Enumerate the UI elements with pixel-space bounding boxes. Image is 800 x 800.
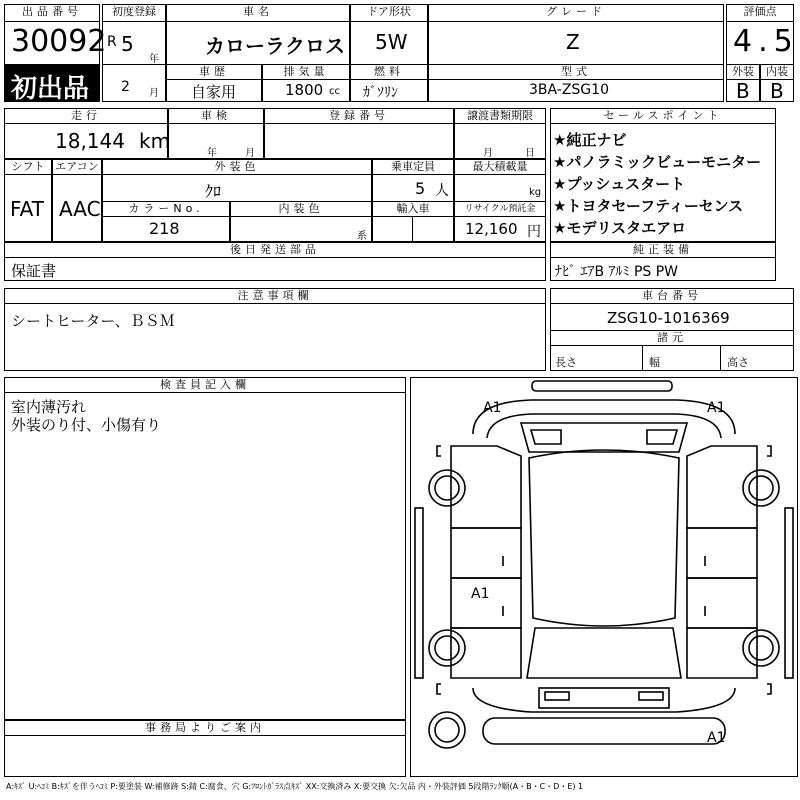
damage-mark: A1: [707, 400, 726, 416]
history-label: 車歴: [166, 64, 262, 80]
sales-point-item: ★モデリスタエアロ: [553, 219, 687, 237]
legend: A:ｷｽﾞ U:ﾍｺﾐ B:ｷｽﾞを伴うﾍｺﾐ P:要塗装 W:補修跡 S:錆 C:腐食、穴 G:ﾌﾛﾝﾄｶﾞﾗｽ点ｷｽﾞ XX:交換済み X:要交換 欠:欠品 内・外装評価 5段階ﾗﾝｸ順(A・B・C・D・E) 1: [6, 782, 584, 791]
transfer-box: [454, 123, 546, 159]
grade-label: グレード: [428, 4, 724, 22]
inspector-box: [4, 392, 406, 720]
first-listing: 初出品: [11, 74, 90, 104]
import-box: [372, 216, 454, 242]
dims-divider-1: [642, 345, 643, 371]
reg-no-box: [264, 123, 454, 159]
capacity-box: [372, 174, 454, 202]
office-box: [4, 735, 406, 777]
int-color-unit: 系: [357, 231, 367, 242]
ext-grade-label: 外装: [726, 64, 760, 80]
equipment: ﾅﾋﾞ ｴｱB ｱﾙﾐ PS PW: [555, 264, 679, 280]
ext-color-box: [102, 174, 372, 202]
score: 4.5: [733, 24, 799, 59]
int-color-label: 内装色: [230, 201, 372, 217]
recycle-unit: 円: [527, 224, 541, 240]
color-no: 218: [149, 219, 180, 238]
notes: シートヒーター、ＢＳＭ: [11, 312, 175, 330]
history-box: [166, 79, 262, 102]
recycle-box: [454, 216, 546, 242]
ext-grade: B: [736, 79, 750, 103]
model: 3BA-ZSG10: [529, 82, 609, 98]
capacity-unit: 人: [435, 183, 449, 199]
inspector-line: 外装のり付、小傷有り: [11, 416, 162, 434]
car-name-label: 車名: [166, 4, 350, 22]
color-no-box: [102, 216, 230, 242]
damage-mark: A1: [707, 730, 726, 746]
displacement: 1800: [285, 81, 324, 99]
load-unit: kg: [529, 187, 542, 198]
equipment-box: [550, 257, 776, 281]
ext-color: ｸﾛ: [205, 182, 222, 201]
ext-color-label: 外装色: [102, 159, 372, 175]
month-unit: 月: [149, 88, 159, 99]
chassis-no: ZSG10-1016369: [607, 309, 730, 327]
door-label: ドア形状: [350, 4, 428, 22]
int-grade: B: [770, 79, 784, 103]
dims-label: 諸元: [550, 330, 794, 346]
inspection-month-unit: 月: [245, 148, 255, 159]
inspector-label: 検査員記入欄: [4, 377, 406, 393]
chassis-label: 車台番号: [550, 288, 794, 304]
sales-points-label: セールスポイント: [550, 108, 776, 124]
year-unit: 年: [149, 54, 159, 65]
car-name-box: [166, 21, 350, 65]
inspection-year-unit: 年: [207, 148, 217, 159]
later-parts: 保証書: [11, 262, 57, 280]
mileage-label: 走行: [4, 108, 168, 124]
inspector-line: 室内薄汚れ: [11, 398, 87, 416]
int-grade-box: [760, 79, 794, 102]
recycle: 12,160: [465, 220, 518, 238]
model-box: [428, 79, 724, 102]
shift-box: [4, 174, 52, 242]
transfer-day-unit: 日: [525, 148, 535, 159]
grade-box: [428, 21, 724, 65]
ac-label: エアコン: [52, 159, 102, 175]
notes-box: [4, 303, 546, 371]
width-label: 幅: [649, 356, 660, 369]
damage-mark: A1: [471, 586, 490, 602]
shift: FAT: [10, 197, 45, 221]
sales-point-item: ★パノラミックビューモニター: [553, 153, 762, 171]
chassis-box: [550, 303, 794, 331]
int-grade-label: 内装: [760, 64, 794, 80]
transfer-label: 譲渡書類期限: [454, 108, 546, 124]
reg-no-label: 登録番号: [264, 108, 454, 124]
era: R: [107, 34, 117, 50]
load-label: 最大積載量: [454, 159, 546, 175]
mileage-box: [4, 123, 171, 159]
first-reg-label: 初度登録: [102, 4, 166, 22]
recycle-label: リサイクル預託金: [454, 201, 546, 217]
door: 5W: [375, 30, 408, 54]
reg-year: 5: [121, 32, 134, 56]
inspection-label: 車検: [168, 108, 264, 124]
import-label: 輸入車: [372, 201, 454, 217]
displacement-label: 排気量: [262, 64, 350, 80]
lot-no-box: [4, 21, 107, 65]
int-color-box: [230, 216, 372, 242]
lot-no-label: 出品番号: [4, 4, 100, 22]
displacement-unit: cc: [329, 86, 340, 97]
load-box: [454, 174, 546, 202]
capacity: 5: [415, 179, 426, 198]
ac-box: [52, 174, 102, 242]
ac: AAC: [59, 197, 101, 221]
model-label: 型式: [428, 64, 724, 80]
capacity-label: 乗車定員: [372, 159, 454, 175]
inspection-box: [168, 123, 264, 159]
notes-label: 注意事項欄: [4, 288, 546, 304]
car-damage-diagram: [410, 377, 798, 777]
length-label: 長さ: [555, 356, 577, 369]
reg-month: 2: [121, 79, 130, 95]
sales-point-item: ★プッシュスタート: [553, 175, 686, 193]
mileage-unit: km: [139, 129, 171, 153]
lot-no: 30092: [11, 24, 107, 59]
equipment-label: 純正装備: [550, 242, 776, 258]
dims-box: [550, 345, 794, 371]
sales-points-box: [550, 123, 776, 242]
damage-mark: A1: [483, 400, 502, 416]
later-parts-label: 後日発送部品: [4, 242, 546, 258]
fuel-label: 燃料: [350, 64, 428, 80]
height-label: 高さ: [727, 356, 749, 369]
fuel: ｶﾞｿﾘﾝ: [363, 85, 398, 101]
ext-grade-box: [726, 79, 760, 102]
displacement-box: [262, 79, 350, 102]
color-no-label: カラーNo.: [102, 201, 230, 217]
dims-divider-2: [720, 345, 721, 371]
later-parts-box: [4, 257, 546, 281]
car-name: カローラクロス: [205, 34, 345, 58]
month-box: [102, 64, 166, 102]
sales-point-item: ★純正ナビ: [553, 131, 627, 149]
sales-point-item: ★トヨタセーフティーセンス: [553, 197, 744, 215]
mileage: 18,144: [55, 129, 125, 153]
fuel-box: [350, 79, 428, 102]
history: 自家用: [191, 83, 237, 101]
first-reg-box: [102, 21, 166, 65]
import-divider: [412, 216, 413, 242]
transfer-month-unit: 月: [483, 148, 493, 159]
car-outline: [411, 378, 797, 776]
shift-label: シフト: [4, 159, 52, 175]
score-label: 評価点: [726, 4, 794, 22]
office-label: 事務局よりご案内: [4, 720, 406, 736]
score-box: [726, 21, 799, 65]
first-listing-badge: [4, 64, 100, 102]
door-box: [350, 21, 428, 65]
grade: Z: [566, 30, 580, 54]
